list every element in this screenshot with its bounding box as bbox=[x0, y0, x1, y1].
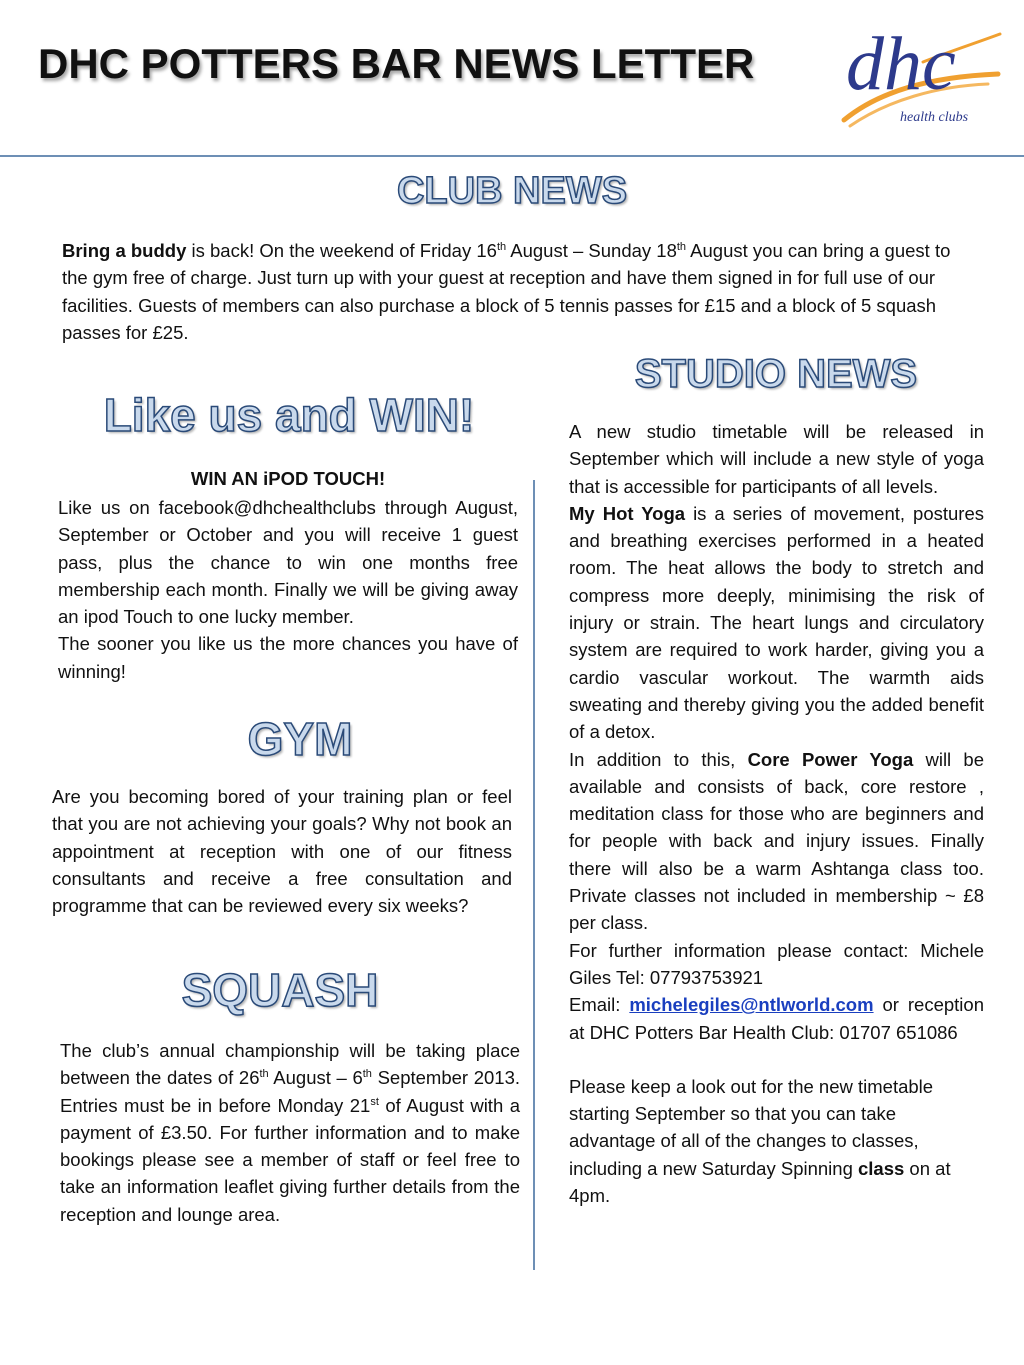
like-us-win-heading: Like us and WIN! bbox=[103, 389, 475, 441]
club-news-text: Bring a buddy is back! On the weekend of Friday 16th August – Sunday 18th August you can bring a guest to the gym free of charge. Just turn up with your guest at reception and have them signed in for full use of our facilities. Guests of members can also purchase a block of 5 tennis passes for £15 and a block of 5 squash passes for £25. bbox=[62, 240, 951, 343]
like-win-text bbox=[58, 494, 518, 685]
win-ipod-subheading: WIN AN iPOD TOUCH! bbox=[190, 468, 386, 489]
squash-heading: SQUASH bbox=[181, 964, 379, 1016]
hot-yoga-label: My Hot Yoga bbox=[569, 502, 686, 524]
studio-intro-paragraph: A new studio timetable will be released in September which will include a new style of yoga that is accessible for participants of all levels. bbox=[569, 421, 984, 497]
email-link[interactable]: michelegiles@ntlworld.com bbox=[629, 994, 874, 1016]
core-power-yoga-label: Core Power Yoga bbox=[747, 748, 914, 770]
club-news-heading: CLUB NEWS bbox=[396, 170, 628, 212]
closing-paragraph: Please keep a look out for the new timetable starting September so that you can take advantage of all of the changes to classes, including a new Saturday Spinning class on at 4pm. bbox=[569, 1075, 951, 1207]
logo-wordmark: dhc bbox=[846, 22, 956, 106]
logo-subtext: health clubs bbox=[900, 110, 969, 125]
like-win-paragraph: Like us on facebook@dhchealthclubs through August, September or October and you will receive 1 guest pass, plus the chance to win one months free membership each month. Finally we will be giving away an ipod Touch to one lucky member. bbox=[58, 497, 518, 628]
studio-news-text bbox=[569, 418, 984, 1209]
hot-yoga-paragraph: My Hot Yoga is a series of movement, postures and breathing exercises performed in a heated room. The heat allows the body to stretch and compress more deeply, minimising the risk of injury or strain. The heart lungs and circulatory system are required to work harder, giving you a cardio vascular workout. The warmth aids sweating and thereby giving you the added benefit of a detox. bbox=[569, 502, 984, 743]
studio-news-heading: STUDIO NEWS bbox=[634, 352, 918, 396]
dhc-logo bbox=[838, 22, 1008, 137]
column-divider bbox=[533, 480, 535, 1270]
gym-text: Are you becoming bored of your training plan or feel that you are not achieving your goals? Why not book an appointment at reception with one of our fitness consultants and receive a free consultation and programme that can be reviewed every six weeks? bbox=[52, 786, 512, 917]
contact-paragraph: For further information please contact: Michele Giles Tel: 07793753921 bbox=[569, 939, 984, 988]
squash-text: The club’s annual championship will be taking place between the dates of 26th August – 6th September 2013. Entries must be in before Monday 21st of August with a payment of £3.50. For further information and to make bookings please see a member of staff or feel free to take an information leaflet giving further details from the reception and lounge area. bbox=[60, 1040, 521, 1225]
email-paragraph: Email: michelegiles@ntlworld.com or reception at DHC Potters Bar Health Club: 01707 651086 bbox=[569, 994, 984, 1043]
bring-a-buddy-label: Bring a buddy bbox=[62, 240, 187, 261]
gym-heading: GYM bbox=[247, 713, 353, 765]
core-power-yoga-paragraph: In addition to this, Core Power Yoga will be available and consists of back, core restore , meditation class for those who are beginners and for people with back and injury issues. Finally there will also be a warm Ashtanga class too. Private classes not included in membership ~ £8 per class. bbox=[569, 748, 984, 934]
page-title: DHC POTTERS BAR NEWS LETTER bbox=[38, 40, 755, 87]
like-win-paragraph-2: The sooner you like us the more chances you have of winning! bbox=[58, 633, 518, 682]
header-divider bbox=[0, 155, 1024, 157]
